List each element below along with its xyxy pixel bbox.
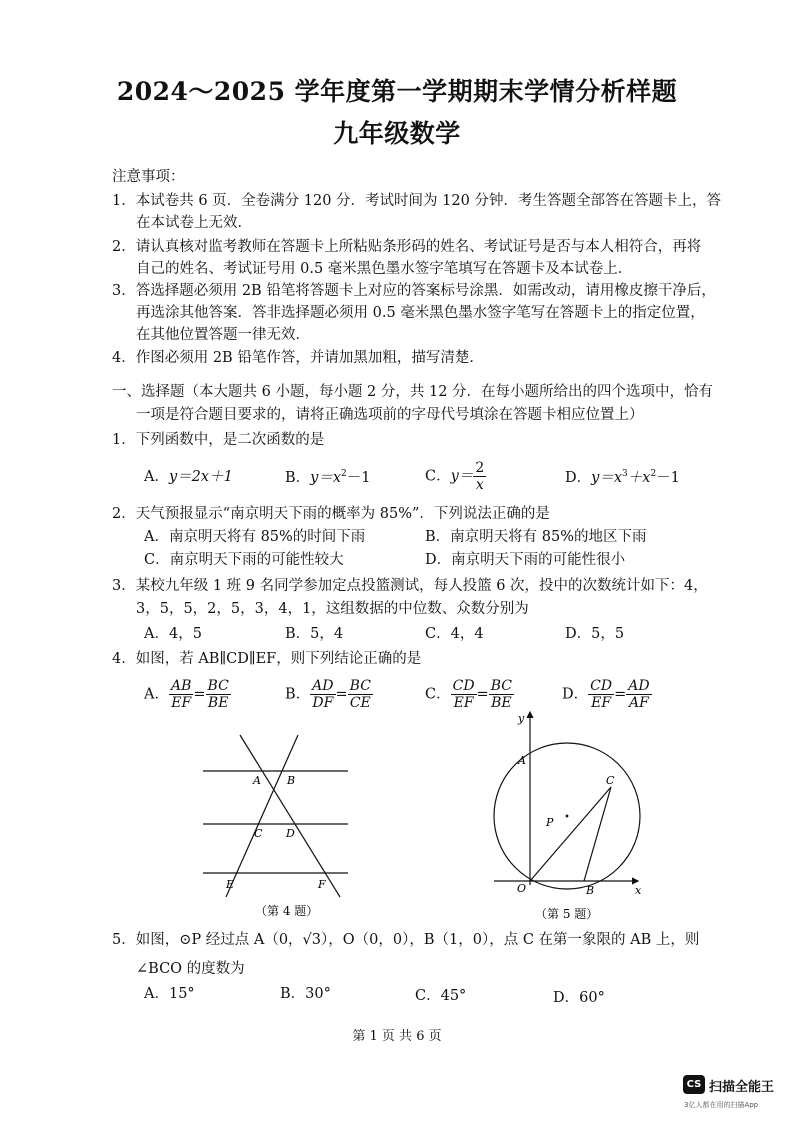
figure-5-caption: （第 5 题） [535,907,599,921]
fraction-numerator: 2 [475,460,485,476]
option-expr: y＝x [310,469,342,486]
fraction-denominator: BE [491,695,512,712]
option-label: C． [425,468,451,485]
exam-title: 2024～2025 学年度第一学期期末学情分析样题 [116,77,678,106]
notes-heading: 注意事项： [112,169,185,185]
fraction-numerator: AB [170,678,192,694]
q5-option-c: C．45° [415,988,467,1004]
q2-option-d: D．南京明天下雨的可能性很小 [425,552,626,568]
fraction [348,678,373,711]
q2-stem: 2．天气预报显示“南京明天下雨的概率为 85%”．下列说法正确的是 [112,506,550,522]
label-f: F [318,878,326,891]
scanner-logo-icon: CS [683,1075,705,1094]
option-expr: ＋x [627,469,651,486]
q3-option-d: D．5，5 [565,626,625,642]
figure-4-caption: （第 4 题） [255,904,319,918]
note-line: 再选涂其他答案．答非选择题必须用 0.5 毫米黑色墨水签字笔写在答题卡上的指定位置， [136,305,705,321]
fraction-numerator: BC [207,678,229,694]
fraction [489,678,514,711]
q4-option-b [285,678,373,711]
fraction [451,678,477,711]
option-expr-tail: －1 [656,469,680,486]
scanner-tagline: 3亿人都在用的扫描App [684,1101,759,1109]
fraction-numerator: BC [349,678,371,694]
option-label: D． [562,686,589,703]
q4-option-c [425,678,514,711]
exponent: 3 [622,469,628,479]
figure-4 [195,725,365,925]
option-label: A． [144,469,169,485]
equals-sign: = [476,686,489,703]
label-c: C [254,827,263,840]
fraction-numerator: AD [628,678,650,694]
q3-option-a: A．4，5 [144,626,202,642]
note-line: 在其他位置答题一律无效． [136,327,310,343]
option-expr: y＝2x＋1 [168,469,233,485]
q4-option-d [562,678,652,711]
note-line: 3．答选择题必须用 2B 铅笔将答题卡上对应的答案标号涂黑．如需改动，请用橡皮擦干净后， [112,283,716,299]
fraction-denominator: BE [207,695,229,712]
label-a: A [518,754,526,767]
exam-subtitle: 九年级数学 [333,119,461,148]
fraction-denominator: EF [591,695,612,712]
label-x: x [635,884,642,897]
label-e: E [226,878,235,891]
section-heading-cont: 一项是符合题目要求的，请将正确选项前的字母代号填涂在答题卡相应位置上） [136,407,644,423]
label-b: B [287,774,296,787]
option-label: C． [425,686,451,703]
fraction-denominator: x [475,477,484,494]
fraction [473,460,486,493]
fraction-numerator: CD [590,678,613,694]
q4-option-a [144,678,231,711]
q5-option-a: A．15° [144,986,195,1002]
q3-stem-cont: 3，5，5，2，5，3，4，1，这组数据的中位数、众数分别为 [136,601,529,617]
q5-stem-cont: ∠BCO 的度数为 [136,961,245,977]
option-label: B． [285,469,311,486]
q1-option-c [425,460,486,493]
fraction-denominator: AF [628,695,649,712]
page-number: 第 1 页 共 6 页 [352,1029,442,1044]
center-point [566,815,569,818]
option-expr: y＝x [591,469,623,486]
label-a: A [253,774,261,787]
equals-sign: = [193,686,206,703]
note-line: 在本试卷上无效． [136,215,252,231]
equals-sign: = [335,686,348,703]
option-label: A． [144,686,169,703]
fraction [169,678,193,711]
fraction-numerator: BC [490,678,512,694]
option-expr: y＝ [450,468,474,485]
note-line: 1．本试卷共 6 页．全卷满分 120 分．考试时间为 120 分钟．考生答题全部答在答题卡上，答 [112,193,721,209]
fraction [626,678,651,711]
q1-stem: 1．下列函数中，是二次函数的是 [112,432,325,448]
exponent: 2 [341,469,347,479]
label-y: y [518,712,525,725]
fraction-denominator: CE [349,695,371,712]
label-d: D [286,827,295,840]
section-heading: 一、选择题（本大题共 6 小题，每小题 2 分，共 12 分．在每小题所给出的四个选项中，恰有 [112,384,714,400]
label-c: C [606,774,615,787]
note-line: 2．请认真核对监考教师在答题卡上所粘贴条形码的姓名、考试证号是否与本人相符合，再将 [112,239,702,255]
q3-option-c: C．4，4 [425,626,484,642]
fraction-denominator: EF [453,695,474,712]
exponent: 2 [650,469,657,479]
q3-stem: 3．某校九年级 1 班 9 名同学参加定点投篮测试，每人投篮 6 次，投中的次数统计如下：4， [112,578,708,594]
q2-option-c: C．南京明天下雨的可能性较大 [144,552,344,568]
fraction [310,678,335,711]
segment-oc [530,787,611,881]
q2-option-b: B．南京明天将有 85%的地区下雨 [425,529,647,545]
fraction-denominator: DF [312,695,334,712]
label-o: O [517,882,527,895]
label-p: P [546,816,554,829]
scanner-app-name: 扫描全能王 [709,1080,775,1095]
q5-stem: 5．如图，⊙P 经过点 A（0，√3），O（0，0），B（1，0），点 C 在第一象限的 AB 上，则 [112,932,700,948]
q2-option-a: A．南京明天将有 85%的时间下雨 [144,529,366,545]
q1-option-d [565,470,680,485]
fraction-numerator: CD [452,678,475,694]
q5-option-d: D．60° [553,990,605,1006]
option-label: D． [565,469,592,486]
note-line: 自己的姓名、考试证号用 0.5 毫米黑色墨水签字笔填写在答题卡及本试卷上． [136,261,633,277]
option-expr-tail: －1 [346,469,371,486]
q3-option-b: B．5，4 [285,626,344,642]
q5-option-b: B．30° [280,986,331,1002]
figure-5 [490,708,645,928]
segment-bc [584,787,611,881]
q1-option-a [144,470,233,485]
fraction [588,678,614,711]
equals-sign: = [614,686,627,703]
q1-option-b [285,470,371,485]
fraction [206,678,231,711]
option-label: B． [285,686,311,703]
fraction-numerator: AD [312,678,334,694]
fraction-denominator: EF [171,695,192,712]
label-b: B [586,884,595,897]
q4-stem: 4．如图，若 AB∥CD∥EF，则下列结论正确的是 [112,651,422,667]
note-line: 4．作图必须用 2B 铅笔作答，并请加黑加粗，描写清楚． [112,350,484,366]
